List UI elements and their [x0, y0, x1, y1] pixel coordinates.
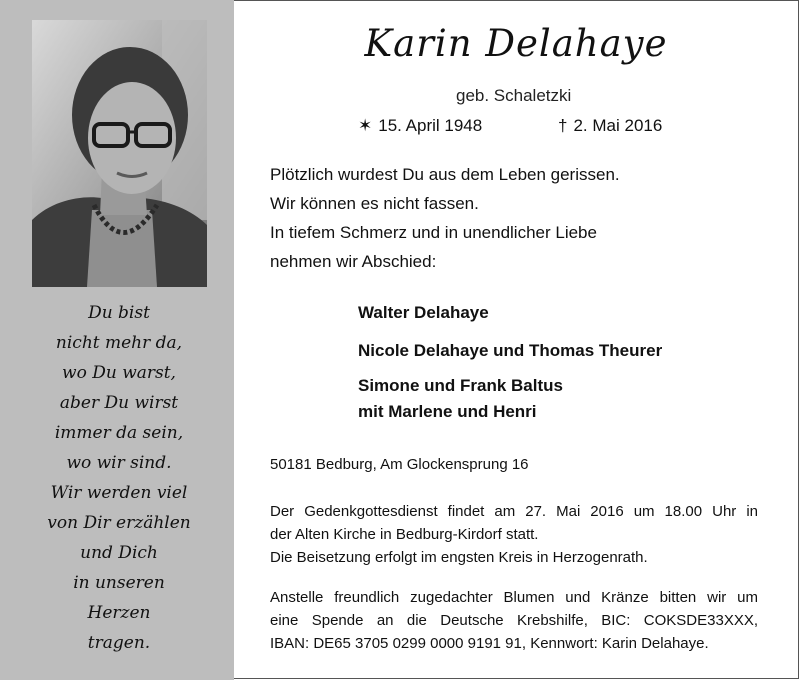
death-date: 2. Mai 2016 — [573, 116, 663, 135]
donation-info — [270, 586, 758, 655]
poem-line: in unseren — [73, 573, 165, 593]
star-icon: ✶ — [358, 116, 373, 135]
portrait-image — [32, 20, 207, 287]
verse-line: In tiefem Schmerz und in unendlicher Liebe — [270, 223, 597, 242]
poem-line: Du bist — [88, 303, 150, 323]
birth-date: 15. April 1948 — [378, 116, 483, 135]
donation-line: eine Spende an die Deutsche Krebshilfe, BIC: COKSDE33XXX, — [270, 612, 758, 629]
verse-line: Wir können es nicht fassen. — [270, 194, 479, 213]
mourner-name: Walter Delahaye — [358, 303, 489, 322]
service-line: Der Gedenkgottesdienst findet am 27. Mai 2016 um 18.00 Uhr in — [270, 503, 758, 520]
poem — [14, 298, 224, 658]
poem-line: von Dir erzählen — [47, 513, 191, 533]
poem-line: wo wir sind. — [66, 453, 172, 473]
mourner-name: Nicole Delahaye und Thomas Theurer — [358, 341, 663, 360]
death-date-line — [558, 116, 662, 136]
poem-line: nicht mehr da, — [55, 333, 183, 353]
sidebar-panel — [0, 0, 234, 680]
cross-icon: † — [558, 116, 568, 135]
service-line: der Alten Kirche in Bedburg-Kirdorf statt. — [270, 526, 539, 543]
poem-line: Herzen — [87, 603, 151, 623]
verse-line: Plötzlich wurdest Du aus dem Leben gerissen. — [270, 165, 620, 184]
poem-line: Wir werden viel — [50, 483, 188, 503]
birth-date-line — [358, 116, 482, 136]
farewell-verse — [270, 160, 620, 276]
portrait-photo — [32, 20, 207, 287]
donation-line: IBAN: DE65 3705 0299 0000 9191 91, Kennwort: Karin Delahaye. — [270, 635, 709, 652]
birth-name: geb. Schaletzki — [456, 86, 572, 105]
poem-line: tragen. — [87, 633, 151, 653]
verse-line: nehmen wir Abschied: — [270, 252, 437, 271]
service-line: Die Beisetzung erfolgt im engsten Kreis in Herzogenrath. — [270, 549, 648, 566]
deceased-name: Karin Delahaye — [364, 22, 668, 65]
service-info — [270, 500, 758, 569]
poem-line: immer da sein, — [54, 423, 184, 443]
mourner-name: mit Marlene und Henri — [358, 402, 537, 421]
mourners-list — [358, 297, 662, 425]
poem-line: aber Du wirst — [59, 393, 179, 413]
family-address: 50181 Bedburg, Am Glockensprung 16 — [270, 456, 529, 473]
donation-line: Anstelle freundlich zugedachter Blumen und Kränze bitten wir um — [270, 589, 758, 606]
poem-line: und Dich — [80, 543, 158, 563]
mourner-name: Simone und Frank Baltus — [358, 376, 563, 395]
poem-line: wo Du warst, — [62, 363, 176, 383]
